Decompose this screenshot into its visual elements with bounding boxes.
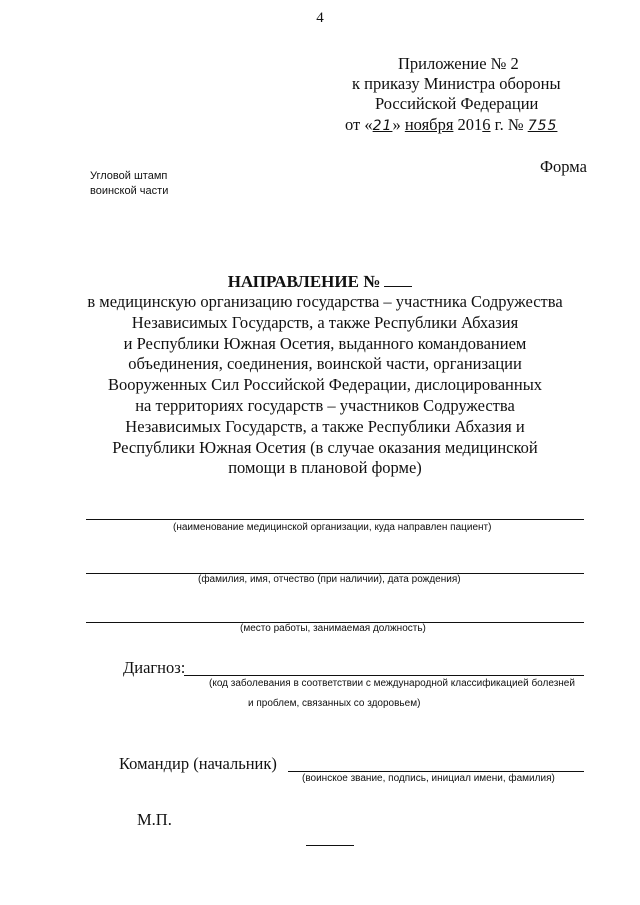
description-line: Республики Южная Осетия (в случае оказания медицинской [112,437,538,457]
commander-caption: (воинское звание, подпись, инициал имени, фамилия) [302,773,555,784]
patient-name-caption: (фамилия, имя, отчество (при наличии), дата рождения) [198,574,461,585]
document-description [60,292,590,479]
year-last-digit: 6 [482,115,491,134]
page-number: 4 [316,10,324,26]
org-name-field-line[interactable] [86,519,584,520]
description-line: Вооруженных Сил Российской Федерации, дислоцированных [107,375,543,395]
corner-stamp-label-2: воинской части [90,185,169,197]
appendix-line-3: Российской Федерации [375,94,539,113]
title-number-blank [384,272,412,287]
description-line: помощи в плановой форме) [228,458,422,478]
appendix-line-1: Приложение № 2 [398,54,519,73]
corner-stamp-label-1: Угловой штамп [90,170,168,182]
description-line: Независимых Государств, а также Республики Абхазия и [125,416,525,436]
description-line: и Республики Южная Осетия, выданного командованием [123,333,527,353]
diagnosis-caption-2: и проблем, связанных со здоровьем) [248,698,421,709]
form-label: Форма [540,157,587,176]
description-line: Независимых Государств, а также Республики Абхазия [131,312,519,332]
month: ноября [404,115,454,134]
handwritten-day: 21 [372,118,393,134]
description-line: в медицинскую организацию государства – участника Содружества [87,292,563,311]
document-title [0,272,640,292]
diagnosis-caption-1: (код заболевания в соответствии с международной классификацией болезней [209,678,575,689]
description-line: на территориях государств – участников Содружества [135,395,515,415]
commander-label: Командир (начальник) [119,754,277,773]
org-name-caption: (наименование медицинской организации, куда направлен пациент) [173,522,492,533]
diagnosis-field-line[interactable] [184,675,584,676]
appendix-date-line [345,115,640,135]
workplace-caption: (место работы, занимаемая должность) [240,623,426,634]
stamp-place-label: М.П. [137,810,172,829]
date-prefix: от « [345,115,373,134]
commander-signature-line[interactable] [288,771,584,772]
diagnosis-label: Диагноз: [123,658,186,677]
date-mid: » [392,115,405,134]
title-text: НАПРАВЛЕНИЕ № [227,272,381,291]
order-label: г. № [490,115,528,134]
description-line: объединения, соединения, воинской части, организации [128,354,522,374]
appendix-line-2: к приказу Министра обороны [352,74,561,93]
year-prefix: 201 [453,115,483,134]
handwritten-order-number: 755 [527,118,558,134]
footer-divider [306,845,354,846]
